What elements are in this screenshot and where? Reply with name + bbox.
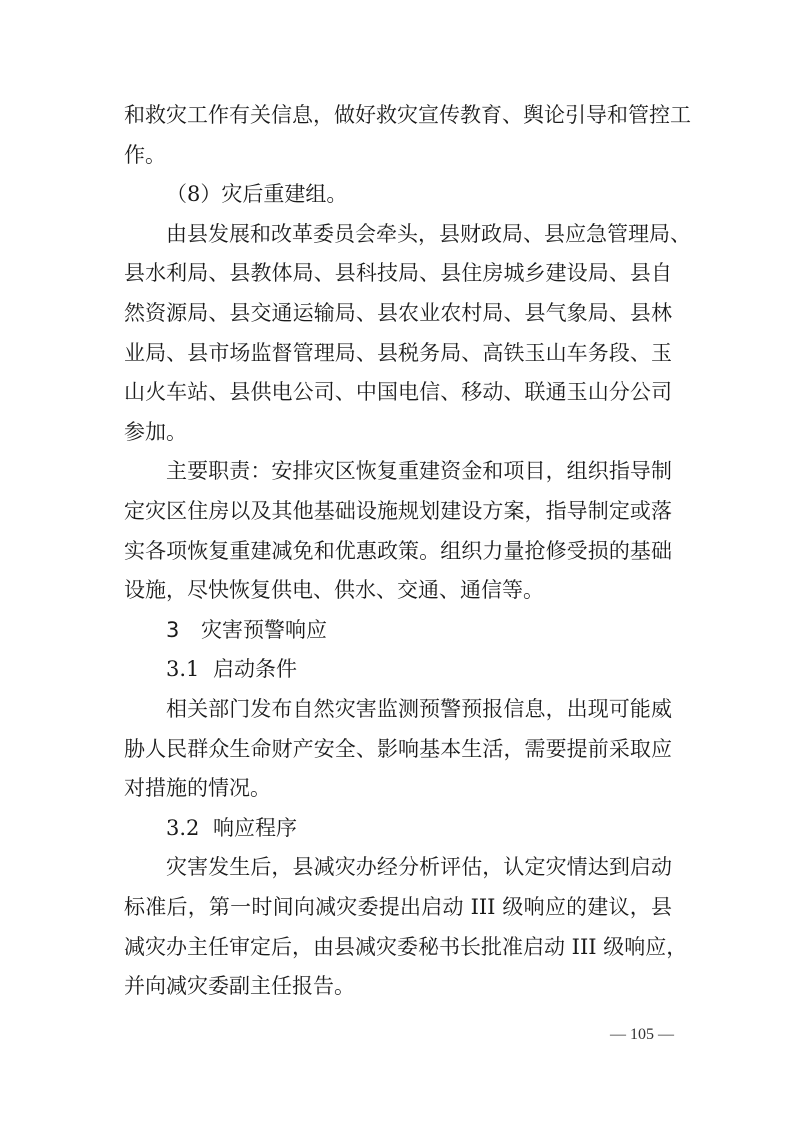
paragraph-line: 然资源局、县交通运输局、县农业农村局、县气象局、县林 [124, 301, 672, 325]
section-3-title: 灾害预警响应 [201, 617, 327, 642]
section-3-1-number: 3.1 [166, 657, 200, 682]
paragraph-line: 参加。 [124, 419, 187, 444]
section-3-number: 3 [166, 617, 180, 642]
section-3-1-title: 启动条件 [213, 657, 297, 682]
paragraph-line: 业局、县市场监督管理局、县税务局、高铁玉山车务段、玉 [124, 340, 672, 365]
paragraph-line: 灾害发生后，县减灾办经分析评估，认定灾情达到启动 [166, 855, 672, 880]
paragraph-line: 胁人民群众生命财产安全、影响基本生活，需要提前采取应 [124, 736, 672, 761]
paragraph-line: 主要职责：安排灾区恢复重建资金和项目，组织指导制 [166, 459, 672, 484]
paragraph-line: 由县发展和改革委员会牵头，县财政局、县应急管理局、 [166, 221, 691, 246]
paragraph-line: 县水利局、县教体局、县科技局、县住房城乡建设局、县自 [124, 261, 672, 286]
paragraph-line: 对措施的情况。 [124, 776, 271, 801]
paragraph-line: 标准后，第一时间向减灾委提出启动 III 级响应的建议，县 [124, 895, 672, 919]
paragraph-line: 作。 [124, 142, 166, 167]
paragraph-line: 实各项恢复重建减免和优惠政策。组织力量抢修受损的基础 [124, 538, 672, 563]
paragraph-line: 定灾区住房以及其他基础设施规划建设方案，指导制定或落 [124, 499, 672, 523]
paragraph-line: 相关部门发布自然灾害监测预警预报信息，出现可能威 [166, 697, 672, 721]
page-number: — 105 — [610, 1026, 674, 1043]
paragraph-line: 减灾办主任审定后，由县减灾委秘书长批准启动 III 级响应， [124, 934, 688, 959]
paragraph-line: 设施，尽快恢复供电、供水、交通、通信等。 [124, 578, 544, 603]
section-3-2-number: 3.2 [166, 815, 200, 840]
paragraph-line: 和救灾工作有关信息，做好救灾宣传教育、舆论引导和管控工 [124, 103, 691, 127]
section-3-2-title: 响应程序 [213, 815, 297, 840]
paragraph-line: 山火车站、县供电公司、中国电信、移动、联通玉山分公司 [124, 380, 672, 405]
paragraph-line: 并向减灾委副主任报告。 [124, 974, 355, 999]
subheading-group-8: （8）灾后重建组。 [166, 182, 348, 207]
